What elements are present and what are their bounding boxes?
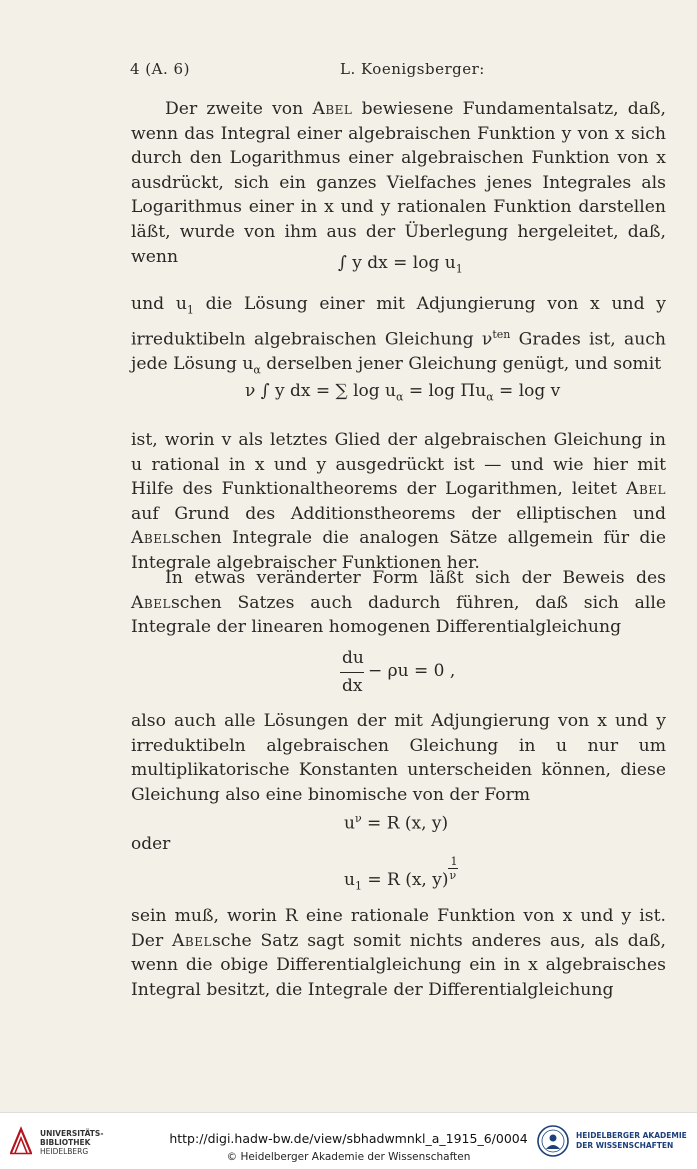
paragraph-1: Der zweite von Abel bewiesene Fundamentalsatz, daß, wenn das Integral einer algebraischen Funktion y von x sich durch den Logarithmus einer algebraischen Funktion von x ausdrückt, sich ein ganzes Vielfaches jenes Integrales als Logarithmus einer in x und y rationalen Funktion darstellen läßt, wurde von ihm aus der Überlegung hergeleitet, daß, wenn — [131, 99, 667, 267]
equation-1: ∫ y dx = $\log u_1$ — [338, 253, 463, 276]
paragraph-3: ist, worin v als letztes Glied der algebraischen Gleichung in u rational in x und y ausgedrückt ist — und wie hier mit Hilfe des Funktionaltheorems der Logarithmen, leitet Abel auf Grund des Additionstheorems der elliptischen und Abelschen Integrale die analogen Sätze allgemein für die Integrale algebraischer Funktionen her. — [131, 430, 666, 573]
paragraph-4: In etwas veränderter Form läßt sich der Beweis des Abelschen Satzes auch dadurch führen, daß sich alle Integrale der linearen homogenen Differentialgleichung — [131, 568, 666, 638]
fraction-bar — [340, 672, 364, 673]
running-header — [130, 60, 665, 84]
equation-5: $u_1 = R$ (x, y) $\frac{1}{\nu}$ — [344, 870, 460, 892]
connective-oder: oder — [131, 834, 171, 854]
name-abel: Abel — [312, 99, 353, 119]
equation-4: $u^\nu = R$ (x, y) — [344, 812, 449, 834]
viewer-footer — [0, 1112, 697, 1169]
fraction-numerator: du — [342, 648, 364, 668]
name-abel: Abel — [626, 479, 666, 500]
copyright-notice: © Heidelberger Akademie der Wissenschaften — [226, 1151, 471, 1163]
paragraph-5: also auch alle Lösungen der mit Adjungierung von x und y irreduktibeln algebraischen Gleichung in u nur um multiplikatorische Konstanten unterscheiden können, diese Gleichung also eine binomische von der Form — [131, 711, 666, 805]
university-library-label: UNIVERSITÄTS- BIBLIOTHEK HEIDELBERG — [40, 1129, 104, 1156]
fractional-exponent: $\frac{1}{\nu}$ — [449, 855, 458, 882]
name-abel: Abel — [171, 930, 212, 951]
equation-2: ν ∫ y dx = ∑ $\log u_\alpha = \log \Pi u_\alpha = \log v$ — [245, 381, 561, 404]
name-abel: Abel — [131, 592, 171, 613]
academy-label: HEIDELBERGER AKADEMIE DER WISSENSCHAFTEN — [576, 1131, 687, 1150]
fraction-denominator: dx — [342, 676, 363, 696]
academy-seal-icon — [537, 1125, 569, 1157]
equation-rest: − ρu = 0 , — [368, 661, 456, 681]
paragraph-2: und $u_1$ die Lösung einer mit Adjungierung von x und y irreduktibeln algebraischen Gleichung $\nu^{ten}$ Grades ist, auch jede Lösung $u_\alpha$ derselben jener Gleichung genügt, und somit — [131, 294, 666, 377]
equation-3 — [340, 648, 500, 698]
running-author: L. Koenigsberger: — [340, 60, 485, 78]
page-number: 4 (A. 6) — [130, 60, 190, 78]
paragraph-6: sein muß, worin R eine rationale Funktion von x und y ist. Der Abelsche Satz sagt somit nichts anderes aus, als daß, wenn die obige Differentialgleichung ein in x algebraisches Integral besitzt, die Integrale der Differentialgleichung — [131, 906, 666, 1000]
name-abel: Abel — [131, 528, 171, 549]
permalink-url[interactable]: http://digi.hadw-bw.de/view/sbhadwmnkl_a_1915_6/0004 — [169, 1131, 528, 1146]
